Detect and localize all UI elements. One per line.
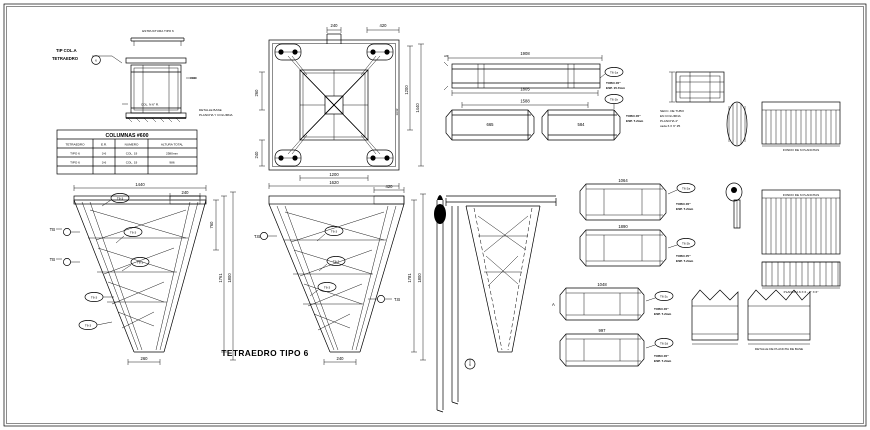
- column-detail-view: [92, 38, 196, 122]
- member-0-dim: 1064: [618, 178, 628, 183]
- member-3-note-2: ESP. 7.2mm: [654, 359, 672, 363]
- elevL-label-0: TB: [49, 227, 55, 232]
- table-cell-1-0: TIPO 6: [70, 160, 80, 165]
- plan-dim-diag: 1632: [395, 108, 399, 116]
- member-1-note-1: TUBO #5": [676, 254, 691, 258]
- elevation-center-view: [260, 187, 426, 365]
- detail-A-label: A: [552, 302, 555, 307]
- plate-zigzag-right: [748, 290, 810, 340]
- elevR-tag-0: T6-3: [330, 229, 338, 234]
- plan-dim-top-inner: 240: [330, 23, 338, 28]
- col-detail-label-1: TIP COL.A: [56, 48, 77, 53]
- elevL-tag-1: T6-3: [129, 230, 137, 235]
- beam-pair-detail: [446, 94, 623, 140]
- member-3-tag: T6-2d: [659, 341, 669, 346]
- beam-tag: T6-1a: [609, 70, 619, 75]
- section-note-3: PLANCHA 4": [660, 119, 679, 123]
- right-panel-0-note: FONDO DE 6 PLANCHAS: [782, 193, 820, 197]
- beam-dim-mid: 1805: [520, 86, 530, 92]
- right-panel-2-note: DETALLE DE PLANCHA DE BASE: [754, 347, 804, 351]
- elevL-tag-2: T6-3: [136, 260, 144, 265]
- table-header-0: TETRAEDRO: [65, 142, 85, 147]
- beam-note-2: ESP. 15.7mm: [606, 86, 626, 90]
- table-cell-1-2: COL. 19: [125, 160, 138, 165]
- table-header-2: NUMERO: [124, 142, 139, 147]
- beam-note-1: TUBO #6": [606, 81, 621, 85]
- elevL-label-1: TB: [49, 257, 55, 262]
- table-cell-1-3: 986: [169, 160, 175, 165]
- beam-main-detail: [444, 55, 626, 108]
- detail-A-view: [726, 183, 742, 228]
- callout-circle-label: 6: [469, 363, 471, 367]
- plan-dim-left-upper: 260: [254, 89, 259, 97]
- plan-dim-bottom-inner: 1200: [329, 172, 339, 177]
- member-2-note-2: ESP. 7.2mm: [654, 312, 672, 316]
- table-cell-0-1: 3-6: [101, 151, 107, 156]
- beampair-note-2: ESP. 7.2mm: [626, 119, 644, 123]
- beampair-tag: T6-1b: [609, 97, 619, 102]
- plan-dim-right-inner: 1440: [415, 103, 420, 113]
- plan-dim-left-lower: 240: [254, 151, 259, 159]
- panel-hatched-middle: [762, 190, 840, 286]
- section-note-4: cada 6 X 6" #5: [660, 124, 681, 128]
- plate-zigzag-left: [692, 290, 738, 340]
- elevL-tag-3: T6-3: [90, 295, 98, 300]
- member-1-tag: T6-2b: [681, 241, 691, 246]
- beampair-note-1: TUBO #6": [626, 114, 641, 118]
- elevation-left-view: [56, 185, 236, 365]
- col-detail-top-note: ESTRUCTURA TIPO 6: [142, 29, 174, 33]
- beam-left-mark: A6: [444, 54, 448, 58]
- col-detail-bubble: 6: [95, 58, 97, 63]
- elevL-dim-right-c: 1800: [227, 273, 232, 283]
- table-cell-0-2: COL. 19: [125, 151, 138, 156]
- section-note-2: EN COLUMNA: [660, 114, 681, 118]
- elevL-dim-bottom: 260: [140, 356, 148, 361]
- member-0-note-1: TUBO #6": [676, 202, 691, 206]
- col-detail-dim-right: #020: [190, 76, 197, 80]
- beampair-right-dim: 584: [577, 122, 585, 127]
- beampair-left-dim: 665: [486, 122, 494, 127]
- table-cell-1-1: 3-6: [101, 160, 107, 165]
- table-title: COLUMNAS #600: [105, 133, 149, 139]
- bundle-detail: [727, 102, 747, 146]
- elevR-dim-right-b: 1800: [417, 273, 422, 283]
- plan-dim-right-outer: 1200: [404, 85, 409, 95]
- member-1-note-2: ESP. 7.2mm: [676, 259, 694, 263]
- elevL-dim-sub: 240: [181, 190, 189, 195]
- elevR-label-0: T.B: [253, 234, 260, 239]
- elevR-tag-2: T6-3: [323, 285, 331, 290]
- table-header-1: E.R.: [100, 142, 108, 147]
- member-2-tag: T6-2c: [660, 294, 668, 299]
- section-note-1: SECC. DE TUBO: [660, 109, 685, 113]
- panel-fan-top: [762, 102, 840, 144]
- plan-dim-bottom-outer: 1620: [329, 180, 339, 185]
- col-detail-side-note-1: DETALLE BASE: [199, 108, 222, 112]
- elevR-label-1: T.B: [394, 297, 401, 302]
- elevL-tag-4: T6-3: [84, 323, 92, 328]
- right-panel-1-note: PLANCHA 6 X 6 - 4" X 6": [783, 290, 819, 294]
- member-0-tag: T6-2a: [681, 186, 691, 191]
- plan-view: [259, 27, 424, 189]
- member-1-dim: 1890: [618, 224, 628, 229]
- member-2-dim: 1048: [597, 282, 607, 287]
- elevR-dim-right-a: 1781: [407, 273, 412, 283]
- member-0-note-2: ESP. 7.2mm: [676, 207, 694, 211]
- member-3-note-1: TUBO #6": [654, 354, 669, 358]
- col-detail-inner-note: COL. N 6" R.: [141, 102, 159, 107]
- plan-dim-top-right: 420: [379, 23, 387, 28]
- section-plate-detail: [669, 72, 724, 102]
- beam-dim-total: 1908: [520, 51, 530, 56]
- elevR-dim-top: 420: [385, 184, 393, 189]
- member-3-dim: 997: [598, 328, 606, 333]
- elevR-dim-bottom: 240: [336, 356, 344, 361]
- col-detail-side-note-2: PLANCHA Y COLUMNA: [199, 113, 233, 117]
- sheet-title: TETRAEDRO TIPO 6: [221, 348, 309, 358]
- table-cell-0-0: TIPO 6: [70, 151, 80, 156]
- elevL-dim-top: 1440: [135, 182, 145, 187]
- bundle-note: FONDO DE 6 PLANCHAS: [782, 148, 820, 152]
- elevR-tag-1: T6-3: [332, 259, 340, 264]
- table-header-3: ALTURA TOTAL: [160, 142, 184, 147]
- beam-dim-inner: 1588: [520, 98, 530, 104]
- elevL-dim-right-b: 1761: [218, 273, 223, 283]
- elevL-tag-0: T6-3: [116, 196, 124, 201]
- col-detail-label-2: TETRAEDRO: [52, 56, 79, 61]
- member-2-note-1: TUBO #6": [654, 307, 669, 311]
- table-cell-0-3: 2580mm: [165, 151, 179, 156]
- elevation-side-view: [434, 195, 556, 412]
- elevL-dim-right-a: 760: [209, 221, 214, 229]
